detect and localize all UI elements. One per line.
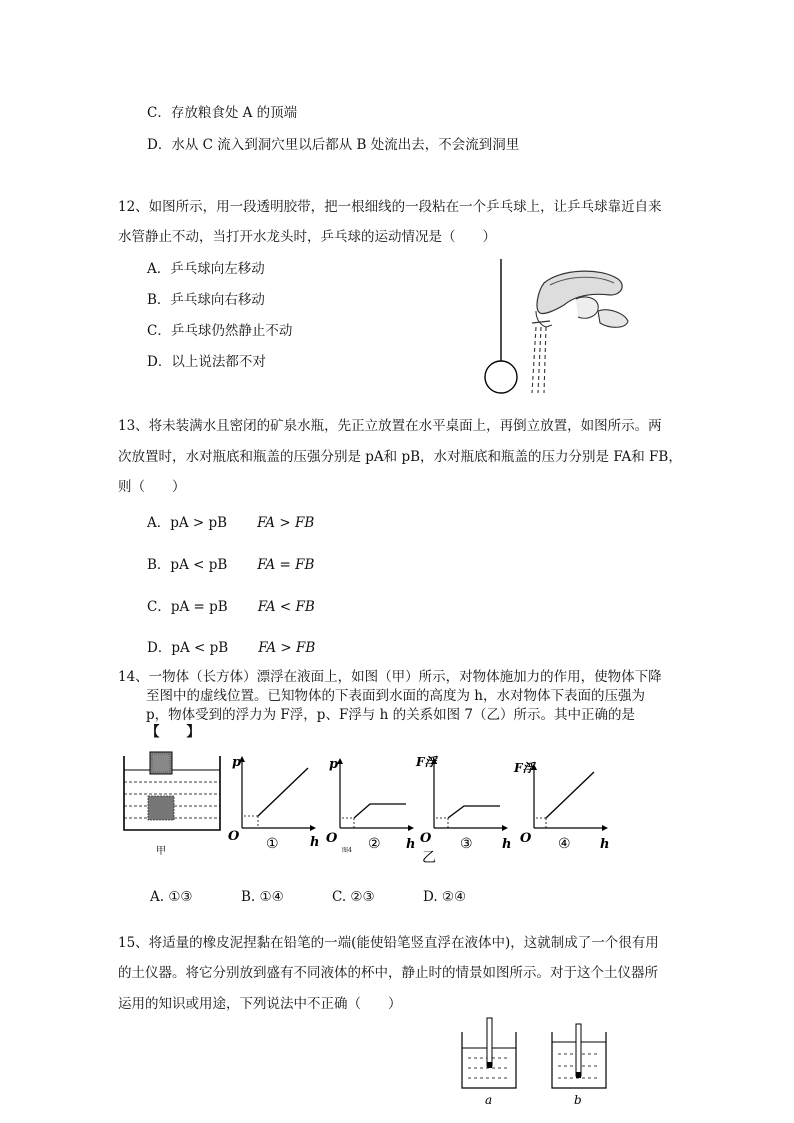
q14-stem-line2: 至图中的虚线位置。已知物体的下表面到水面的高度为 h，水对物体下表面的压强为: [146, 688, 645, 704]
force-relation: FA > FB: [258, 640, 316, 656]
q14-label-jia: 甲: [156, 846, 166, 857]
x-axis-label: h: [600, 837, 610, 852]
q13-stem-line2: 次放置时，水对瓶底和瓶盖的压强分别是 pA和 pB，水对瓶底和瓶盖的压力分别是 FA和 FB，: [118, 449, 682, 465]
q14-answer-bracket: 【 】: [146, 724, 200, 740]
option-letter: B．: [147, 557, 171, 573]
q14-graph-4: [513, 761, 609, 852]
q14-figures: [118, 742, 618, 867]
graph-number: ③: [460, 836, 473, 852]
y-axis-label: p: [329, 757, 339, 772]
pressure-relation: pA < pB: [171, 640, 229, 656]
q14-graph-1: [228, 755, 319, 852]
q14-stem-line3: p，物体受到的浮力为 F浮，p、F浮与 h 的关系如图 7（乙）所示。其中正确的是: [146, 707, 635, 723]
origin-label: O: [420, 831, 432, 846]
option-letter: A．: [147, 515, 171, 531]
q15-stem-line2: 的土仪器。将它分别放到盛有不同液体的杯中，静止时的情景如图所示。对于这个土仪器所: [118, 965, 658, 981]
q14-graph-2: [326, 757, 415, 854]
q15-beaker-figure: [460, 1018, 610, 1118]
origin-label: O: [520, 831, 532, 846]
pressure-relation: pA < pB: [170, 557, 228, 573]
q14-label-yi: 乙: [422, 850, 436, 866]
force-relation: FA = FB: [257, 557, 315, 573]
x-axis-label: h: [502, 837, 512, 852]
q12-option-a: A．乒乓球向左移动: [147, 261, 265, 277]
q12-option-c: C．乒乓球仍然静止不动: [147, 323, 293, 339]
q14-graph-3: [415, 755, 511, 866]
x-axis-label: h: [310, 835, 320, 850]
force-relation: FA > FB: [257, 515, 315, 531]
q13-option-b: [147, 556, 314, 574]
q14-answer-a: A. ①③: [150, 889, 193, 905]
q14-answer-b: B. ①④: [241, 889, 284, 905]
graph-number: ②: [368, 836, 381, 852]
q11-option-d: D．水从 C 流入到洞穴里以后都从 B 处流出去，不会流到洞里: [147, 137, 520, 153]
q13-option-c: [147, 598, 315, 616]
y-axis-label: F浮: [416, 755, 437, 769]
q14-label-fig4: 图4: [342, 847, 352, 854]
origin-label: O: [228, 829, 240, 844]
option-letter: C．: [147, 599, 171, 615]
y-axis-label: F浮: [514, 761, 535, 775]
q14-answer-c: C. ②③: [332, 889, 375, 905]
beaker-label: b: [574, 1093, 582, 1107]
option-letter: D．: [147, 640, 172, 656]
q13-stem-line3: 则（ ）: [118, 479, 186, 495]
q14-answer-d: D. ②④: [423, 889, 467, 905]
q15-stem-line3: 运用的知识或用途，下列说法中不正确（ ）: [118, 996, 402, 1012]
q13-stem-line1: 13、将未装满水且密闭的矿泉水瓶，先正立放置在水平桌面上，再倒立放置，如图所示。两: [118, 418, 662, 434]
y-axis-label: p: [232, 755, 242, 770]
q12-stem-line2: 水管静止不动，当打开水龙头时，乒乓球的运动情况是（ ）: [118, 229, 496, 245]
q12-faucet-figure: [480, 255, 640, 395]
beaker-b: [552, 1024, 606, 1107]
x-axis-label: h: [406, 837, 416, 852]
force-relation: FA < FB: [257, 599, 315, 615]
q13-option-a: [147, 514, 314, 532]
q14-stem-line1: 14、一物体（长方体）漂浮在液面上，如图（甲）所示，对物体施加力的作用，使物体下降: [118, 669, 662, 685]
beaker-label: a: [485, 1093, 493, 1107]
q11-option-c: C．存放粮食处 A 的顶端: [147, 105, 298, 121]
beaker-a: [462, 1018, 516, 1107]
graph-number: ①: [266, 836, 279, 852]
graph-number: ④: [558, 836, 571, 852]
q12-option-d: D．以上说法都不对: [147, 354, 266, 370]
q13-option-d: [147, 639, 315, 657]
q12-stem-line1: 12、如图所示，用一段透明胶带，把一根细线的一段粘在一个乒乓球上，让乒乓球靠近自来: [118, 199, 662, 215]
origin-label: O: [326, 831, 338, 846]
pressure-relation: pA = pB: [170, 599, 228, 615]
q12-option-b: B．乒乓球向右移动: [147, 292, 265, 308]
q14-container-figure: [124, 752, 220, 857]
pressure-relation: pA > pB: [170, 515, 228, 531]
q15-stem-line1: 15、将适量的橡皮泥捏黏在铅笔的一端(能使铅笔竖直浮在液体中)，这就制成了一个很有用: [118, 935, 659, 951]
